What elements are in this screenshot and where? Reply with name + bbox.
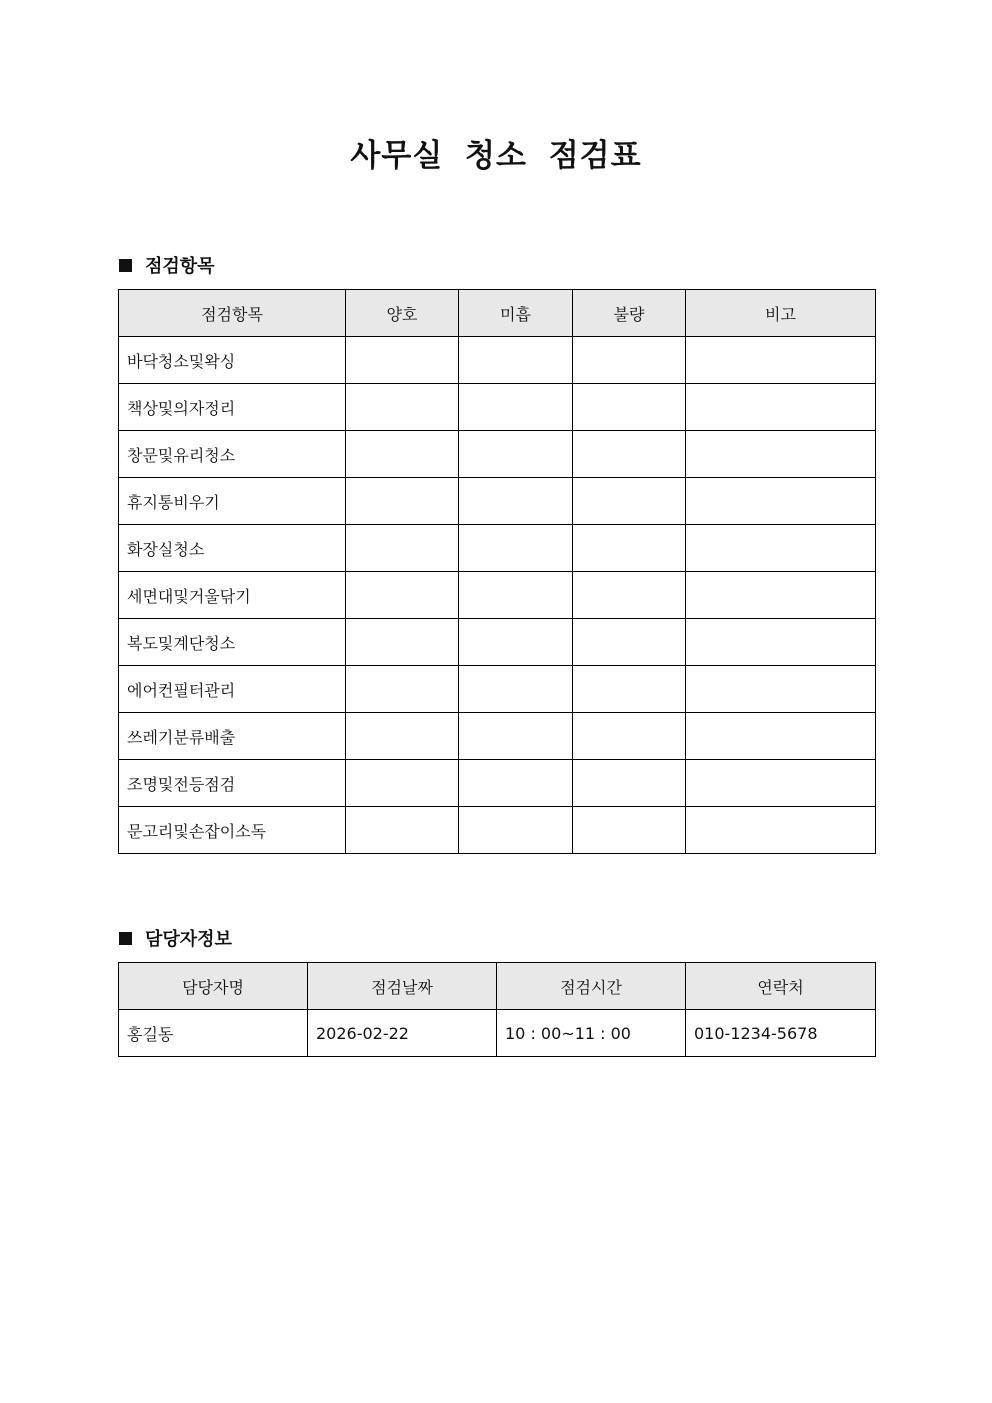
poor-cell[interactable] (573, 760, 686, 807)
poor-cell[interactable] (573, 713, 686, 760)
page-title: 사무실 청소 점검표 (350, 138, 642, 174)
good-cell[interactable] (346, 431, 459, 478)
fair-cell[interactable] (459, 384, 573, 431)
column-header-time: 점검시간 (497, 963, 686, 1010)
item-cell: 세면대및거울닦기 (119, 572, 346, 619)
item-cell: 책상및의자정리 (119, 384, 346, 431)
item-cell: 화장실청소 (119, 525, 346, 572)
note-cell[interactable] (686, 713, 876, 760)
item-cell: 휴지통비우기 (119, 478, 346, 525)
good-cell[interactable] (346, 807, 459, 854)
table-row (119, 572, 876, 619)
poor-cell[interactable] (573, 807, 686, 854)
good-cell[interactable] (346, 384, 459, 431)
fair-cell[interactable] (459, 431, 573, 478)
section-heading-contact (119, 926, 232, 950)
fair-cell[interactable] (459, 525, 573, 572)
fair-cell[interactable] (459, 666, 573, 713)
phone-cell[interactable]: 010-1234-5678 (686, 1010, 876, 1057)
square-bullet-icon (119, 259, 132, 272)
item-cell: 쓰레기분류배출 (119, 713, 346, 760)
poor-cell[interactable] (573, 384, 686, 431)
column-header-phone: 연락처 (686, 963, 876, 1010)
good-cell[interactable] (346, 525, 459, 572)
fair-cell[interactable] (459, 337, 573, 384)
table-row (119, 807, 876, 854)
poor-cell[interactable] (573, 431, 686, 478)
fair-cell[interactable] (459, 619, 573, 666)
note-cell[interactable] (686, 619, 876, 666)
section-heading-checklist-label: 점검항목 (145, 256, 215, 277)
good-cell[interactable] (346, 619, 459, 666)
item-cell: 복도및계단청소 (119, 619, 346, 666)
note-cell[interactable] (686, 431, 876, 478)
good-cell[interactable] (346, 666, 459, 713)
poor-cell[interactable] (573, 619, 686, 666)
poor-cell[interactable] (573, 572, 686, 619)
contact-table (118, 962, 876, 1057)
note-cell[interactable] (686, 478, 876, 525)
fair-cell[interactable] (459, 760, 573, 807)
inspection-time-cell[interactable]: 10 : 00~11 : 00 (497, 1010, 686, 1057)
contact-header-row (119, 963, 876, 1010)
note-cell[interactable] (686, 337, 876, 384)
note-cell[interactable] (686, 525, 876, 572)
manager-name-cell[interactable]: 홍길동 (119, 1010, 308, 1057)
good-cell[interactable] (346, 760, 459, 807)
column-header-name: 담당자명 (119, 963, 308, 1010)
column-header-fair: 미흡 (459, 290, 573, 337)
table-row (119, 337, 876, 384)
fair-cell[interactable] (459, 478, 573, 525)
fair-cell[interactable] (459, 713, 573, 760)
good-cell[interactable] (346, 572, 459, 619)
poor-cell[interactable] (573, 525, 686, 572)
item-cell: 창문및유리청소 (119, 431, 346, 478)
note-cell[interactable] (686, 760, 876, 807)
item-cell: 에어컨필터관리 (119, 666, 346, 713)
item-cell: 조명및전등점검 (119, 760, 346, 807)
fair-cell[interactable] (459, 572, 573, 619)
table-row (119, 478, 876, 525)
inspection-date-cell[interactable]: 2026-02-22 (308, 1010, 497, 1057)
good-cell[interactable] (346, 478, 459, 525)
good-cell[interactable] (346, 713, 459, 760)
square-bullet-icon (119, 932, 132, 945)
table-row (119, 384, 876, 431)
column-header-date: 점검날짜 (308, 963, 497, 1010)
table-row (119, 760, 876, 807)
section-heading-checklist (119, 253, 215, 277)
checklist-header-row (119, 290, 876, 337)
table-row (119, 431, 876, 478)
note-cell[interactable] (686, 384, 876, 431)
table-row (119, 713, 876, 760)
table-row (119, 619, 876, 666)
note-cell[interactable] (686, 666, 876, 713)
item-cell: 문고리및손잡이소독 (119, 807, 346, 854)
poor-cell[interactable] (573, 666, 686, 713)
section-heading-contact-label: 담당자정보 (145, 929, 232, 950)
table-row (119, 1010, 876, 1057)
column-header-item: 점검항목 (119, 290, 346, 337)
table-row (119, 666, 876, 713)
poor-cell[interactable] (573, 478, 686, 525)
column-header-poor: 불량 (573, 290, 686, 337)
item-cell: 바닥청소및왁싱 (119, 337, 346, 384)
column-header-good: 양호 (346, 290, 459, 337)
fair-cell[interactable] (459, 807, 573, 854)
column-header-note: 비고 (686, 290, 876, 337)
checklist-table (118, 289, 876, 854)
note-cell[interactable] (686, 572, 876, 619)
good-cell[interactable] (346, 337, 459, 384)
note-cell[interactable] (686, 807, 876, 854)
table-row (119, 525, 876, 572)
poor-cell[interactable] (573, 337, 686, 384)
